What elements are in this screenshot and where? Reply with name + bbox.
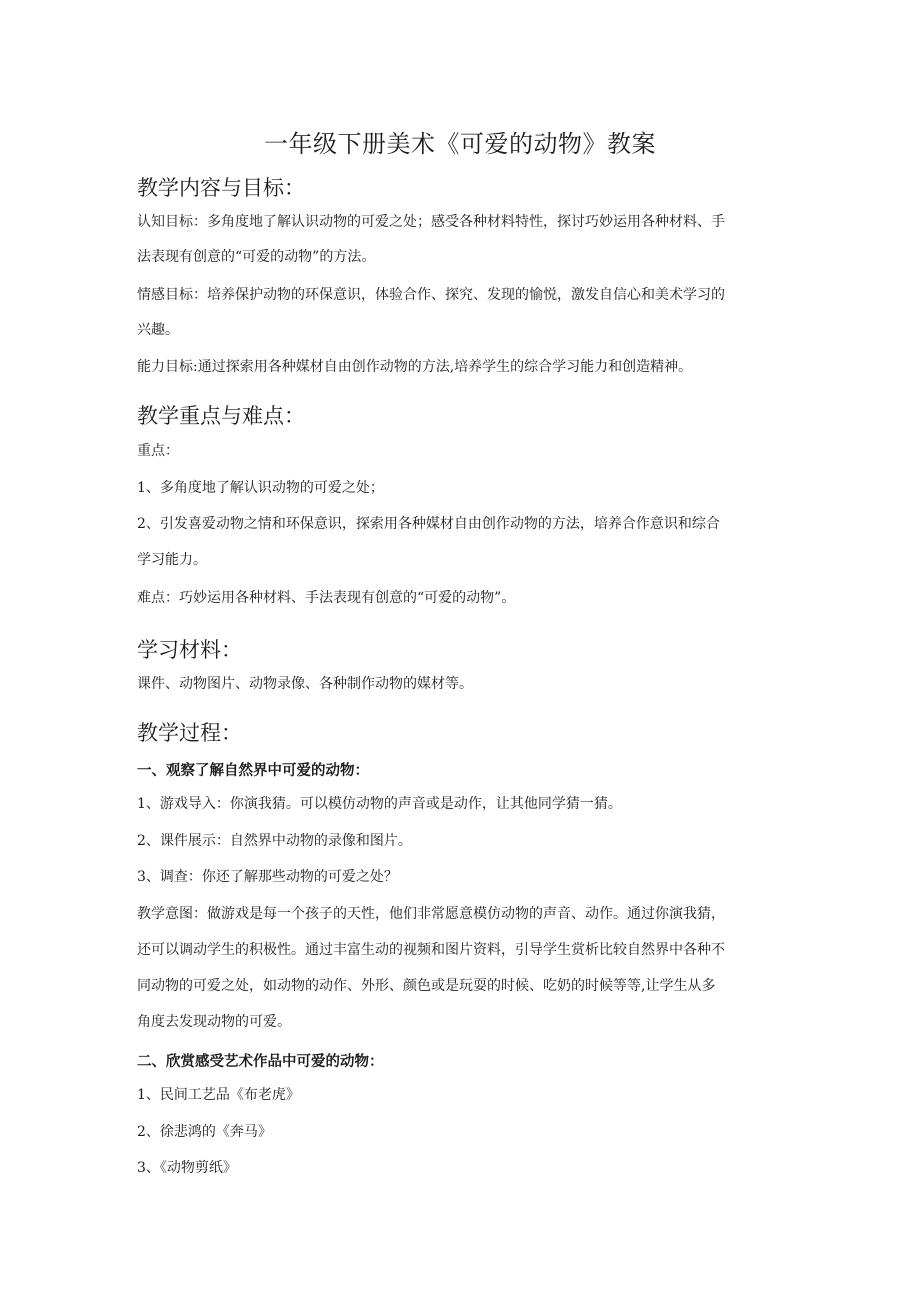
artwork-item: 1、民间工艺品《布老虎》 [137,1087,300,1103]
section-heading-key-points: 教学重点与难点： [137,404,305,428]
section-heading-process: 教学过程： [137,721,242,745]
process-item: 2、课件展示：自然界中动物的录像和图片。 [137,833,412,849]
materials-text: 课件、动物图片、动物录像、各种制作动物的媒材等。 [137,676,473,692]
emotional-goal-line-2: 兴趣。 [137,322,179,338]
teaching-intent-line: 同动物的可爱之处，如动物的动作、外形、颜色或是玩耍的时候、吃奶的时候等等,让学生从多 [137,978,716,994]
process-step-2-heading: 二、欣赏感受艺术作品中可爱的动物： [137,1054,384,1070]
key-point-2-line-1: 2、引发喜爱动物之情和环保意识，探索用各种媒材自由创作动物的方法，培养合作意识和综合 [137,516,720,532]
cognitive-goal-line-1: 认知目标：多角度地了解认识动物的可爱之处；感受各种材料特性，探讨巧妙运用各种材料、手 [137,214,725,230]
emotional-goal-line-1: 情感目标：培养保护动物的环保意识，体验合作、探究、发现的愉悦，激发自信心和美术学习的 [137,287,725,303]
process-item: 3、调查：你还了解那些动物的可爱之处？ [137,869,398,885]
ability-goal: 能力目标:通过探索用各种媒材自由创作动物的方法,培养学生的综合学习能力和创造精神。 [137,359,693,375]
document-title: 一年级下册美术《可爱的动物》教案 [264,130,656,158]
difficulty-point: 难点：巧妙运用各种材料、手法表现有创意的“可爱的动物”。 [137,590,516,606]
artwork-item: 2、徐悲鸿的《奔马》 [137,1124,272,1140]
key-points-label: 重点： [137,443,179,459]
section-heading-content-goals: 教学内容与目标： [137,176,305,200]
teaching-intent-line: 角度去发现动物的可爱。 [137,1014,291,1030]
section-heading-materials: 学习材料： [137,638,242,662]
key-point-1: 1、多角度地了解认识动物的可爱之处； [137,480,384,496]
cognitive-goal-line-2: 法表现有创意的“可爱的动物”的方法。 [137,249,376,265]
key-point-2-line-2: 学习能力。 [137,552,207,568]
process-step-1-heading: 一、观察了解自然界中可爱的动物： [137,763,369,779]
artwork-item: 3、《动物剪纸》 [137,1160,237,1176]
process-item: 1、游戏导入：你演我猜。可以模仿动物的声音或是动作，让其他同学猜一猜。 [137,796,622,812]
teaching-intent-line: 教学意图：做游戏是每一个孩子的天性，他们非常愿意模仿动物的声音、动作。通过你演我猜， [137,906,725,922]
teaching-intent-line: 还可以调动学生的积极性。通过丰富生动的视频和图片资料，引导学生赏析比较自然界中各种不 [137,942,725,958]
